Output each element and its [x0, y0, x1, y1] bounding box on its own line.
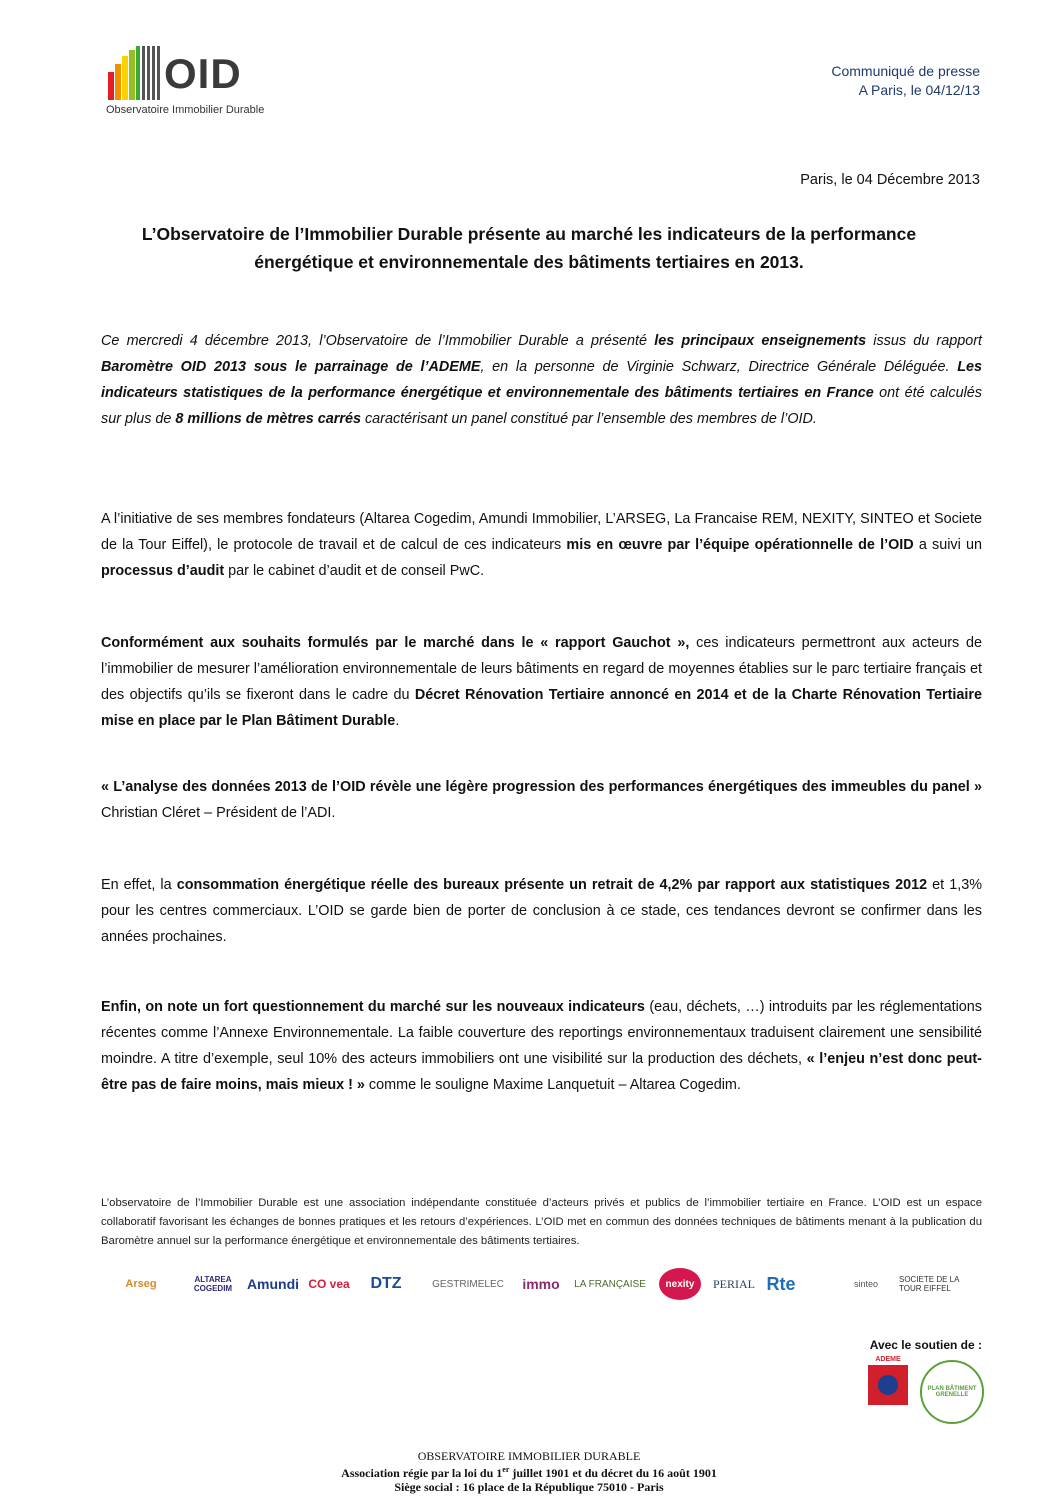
paragraph-5	[101, 872, 982, 950]
p5-bold-b: consommation énergétique réelle des bureaux présente un retrait de 4,2% par rapport aux statistiques 2012	[176, 877, 928, 893]
p1-bold-b: les principaux enseignements	[654, 333, 867, 349]
p1-text-i: caractérisant un panel constitué par l’ensemble des membres de l’OID.	[360, 411, 817, 427]
p1-bold-f: Les indicateurs statistiques de la performance énergétique et environnementale des bâtiments tertiaires en France	[101, 359, 983, 401]
logo-dtz: DTZ	[370, 1275, 402, 1292]
paragraph-6	[101, 994, 982, 1098]
press-place-date: A Paris, le 04/12/13	[858, 82, 980, 98]
p2-text-e: par le cabinet d’audit et de conseil PwC.	[224, 563, 485, 579]
p5-text-c: et 1,3% pour les centres commerciaux. L’OID se garde bien de porter de conclusion à ce stade, ces tendances devront se confirmer dans les années prochaines.	[101, 877, 982, 945]
logo-covea: CO vea	[308, 1277, 350, 1291]
logo-gestrimelec: GESTRIMELEC	[432, 1278, 504, 1290]
paragraph-2	[101, 506, 982, 584]
plan-batiment-logo: PLAN BÂTIMENT GRENELLE	[920, 1360, 984, 1424]
logo-altarea: ALTAREA COGEDIM	[193, 1275, 233, 1293]
association-line: Association régie par la loi du 1er juillet 1901 et du décret du 16 août 1901	[341, 1465, 717, 1480]
p4-bold-a: « L’analyse des données 2013 de l’OID révèle une légère progression des performances énergétiques des immeubles du panel »	[101, 779, 982, 795]
paragraph-1	[101, 328, 982, 432]
p2-bold-d: processus d’audit	[101, 563, 225, 579]
p6-text-d: comme le souligne Maxime Lanquetuit – Altarea Cogedim.	[364, 1077, 741, 1093]
ademe-logo: ADEME	[862, 1356, 914, 1434]
p3-text-d: .	[395, 713, 400, 729]
p3-bold-c: Décret Rénovation Tertiaire annoncé en 2014 et de la Charte Rénovation Tertiaire mise en place par le Plan Bâtiment Durable	[101, 687, 983, 729]
oid-logo	[106, 44, 286, 124]
title-line-1: L’Observatoire de l’Immobilier Durable présente au marché les indicateurs de la performance	[141, 224, 917, 244]
logo-tour-eiffel: SOCIETE DE LA TOUR EIFFEL	[899, 1275, 960, 1293]
press-label: Communiqué de presse	[831, 63, 980, 79]
p4-text-b: Christian Cléret – Président de l’ADI.	[101, 805, 336, 821]
logo-perial: PERIAL	[713, 1276, 755, 1291]
p1-text-e: , en la personne de Virginie Schwarz, Directrice Générale Déléguée.	[480, 359, 958, 375]
p2-text-a: A l’initiative de ses membres fondateurs (Altarea Cogedim, Amundi Immobilier, L’ARSEG, La Francaise REM, NEXITY, SINTEO et Societe de la Tour Eiffel), le protocole de travail et de calcul de ces indicateurs	[101, 511, 982, 553]
address-line: Siège social : 16 place de la République 75010 - Paris	[394, 1480, 664, 1494]
logo-name: OID	[164, 50, 242, 97]
date-line: Paris, le 04 Décembre 2013	[800, 172, 980, 188]
logo-la-francaise: LA FRANÇAISE	[574, 1278, 646, 1290]
logo-immo: immo	[522, 1276, 560, 1292]
logo-rte: Rte	[766, 1273, 796, 1294]
p1-text-g: ont été calculés sur plus de	[101, 385, 982, 427]
document-title	[100, 220, 958, 276]
logo-sinteo: sinteo	[853, 1279, 879, 1289]
title-line-2: énergétique et environnementale des bâtiments tertiaires en 2013.	[254, 252, 804, 272]
p3-text-b: ces indicateurs permettront aux acteurs de l’immobilier de mesurer l’amélioration environnementale de leurs bâtiments en regard de moyennes établies sur le parc tertiaire français et des objectifs qu’ils se fixeront dans le cadre du	[101, 635, 982, 703]
p1-text-a: Ce mercredi 4 décembre 2013, l’Observatoire de l’Immobilier Durable a présenté	[101, 333, 655, 349]
member-logos	[101, 1256, 982, 1316]
p2-bold-b: mis en œuvre par l’équipe opérationnelle de l’OID	[566, 537, 914, 553]
support-label: Avec le soutien de :	[869, 1338, 982, 1352]
p5-text-a: En effet, la	[101, 877, 177, 893]
energy-bars-icon	[106, 44, 166, 102]
p1-bold-h: 8 millions de mètres carrés	[175, 411, 361, 427]
org-name: OBSERVATOIRE IMMOBILIER DURABLE	[417, 1449, 641, 1463]
p1-bold-d: Baromètre OID 2013 sous le parrainage de l’ADEME	[101, 359, 481, 375]
p3-bold-a: Conformément aux souhaits formulés par le marché dans le « rapport Gauchot »,	[101, 635, 690, 651]
p6-bold-c: « l’enjeu n’est donc peut-être pas de faire moins, mais mieux ! »	[101, 1051, 982, 1093]
footer-address	[0, 1449, 1058, 1494]
logo-arseg: Arseg	[125, 1278, 157, 1290]
logo-subtitle: Observatoire Immobilier Durable	[106, 104, 265, 116]
p6-text-b: (eau, déchets, …) introduits par les réglementations récentes comme l’Annexe Environnementale. La faible couverture des reportings environnementaux traduisent clairement une sensibilité moindre. A titre d’exemple, seul 10% des acteurs immobiliers ont une visibilité sur la production des déchets,	[101, 999, 982, 1067]
paragraph-3	[101, 630, 982, 734]
logo-amundi: Amundi	[246, 1276, 300, 1292]
logo-nexity: nexity	[657, 1256, 703, 1312]
p6-bold-a: Enfin, on note un fort questionnement du marché sur les nouveaux indicateurs	[101, 999, 645, 1015]
footer-about: L’observatoire de l’Immobilier Durable est une association indépendante constituée d’acteurs privés et publics de l’immobilier tertiaire en France. L’OID est un espace collaboratif favorisant les échanges de bonnes pratiques et les retours d’expériences. L’OID met en commun des données techniques de bâtiments menant à la publication du Baromètre annuel sur la performance énergétique et environnementale des bâtiments tertiaires.	[101, 1197, 982, 1247]
p2-text-c: a suivi un	[913, 537, 982, 553]
paragraph-4	[101, 774, 982, 826]
p1-text-c: issus du rapport	[866, 333, 982, 349]
press-header	[831, 62, 980, 100]
